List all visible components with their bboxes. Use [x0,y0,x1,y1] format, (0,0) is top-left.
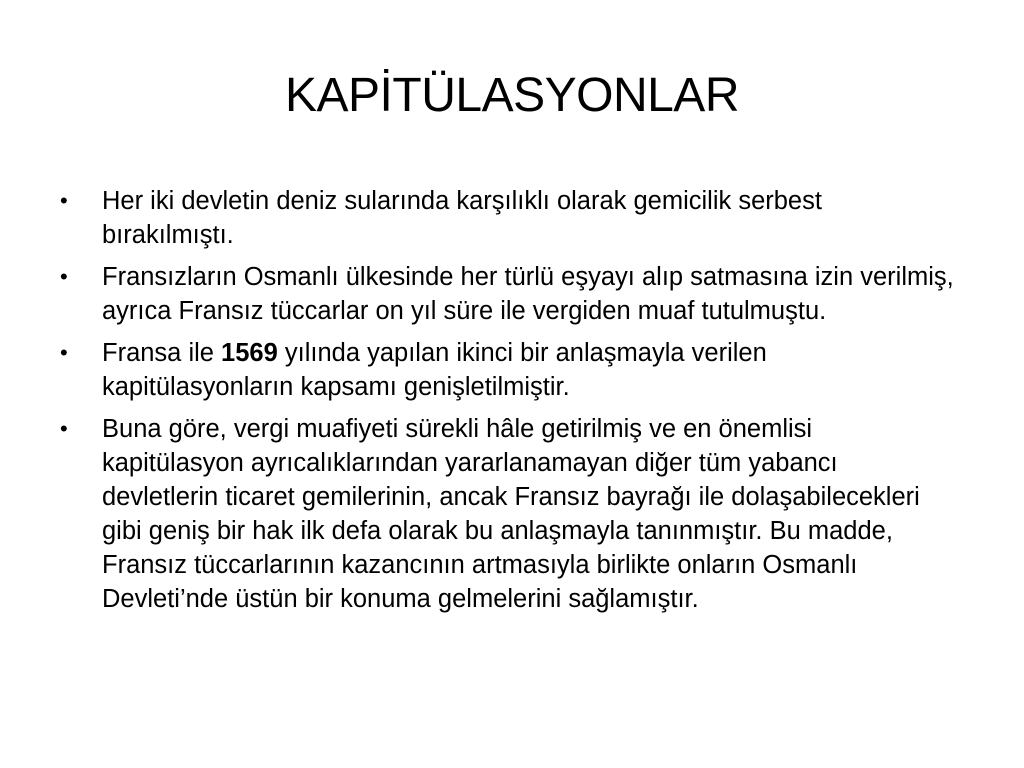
year-highlight: 1569 [221,339,278,367]
bullet-text [102,339,767,401]
bullet-icon: • [60,416,68,441]
bullet-item-1 [58,184,958,252]
bullet-icon: • [60,264,68,289]
bullet-text-before: Fransa ile [102,339,222,367]
bullet-list [58,184,958,624]
bullet-text: Buna göre, vergi muafiyeti sürekli hâle getirilmiş ve en önemlisi kapitülasyon ayrıcalıklarından yararlanamayan diğer tüm yabancı devletlerin ticaret gemilerinin, ancak Fransız bayrağı ile dolaşabilecekleri gibi geniş bir hak ilk defa olarak bu anlaşmayla tanınmıştır. Bu madde, Fransız tüccarlarının kazancının artmasıyla birlikte onların Osmanlı Devleti’nde üstün bir konuma gelmelerini sağlamıştır. [102,415,920,613]
bullet-item-4 [58,412,958,616]
bullet-item-3 [58,336,958,404]
bullet-text-after: yılında yapılan ikinci bir anlaşmayla verilen kapitülasyonların kapsamı genişletilmiştir. [102,339,767,401]
bullet-icon: • [60,340,68,365]
bullet-icon: • [60,188,68,213]
bullet-text: Fransızların Osmanlı ülkesinde her türlü eşyayı alıp satmasına izin verilmiş, ayrıca Fransız tüccarlar on yıl süre ile vergiden muaf tutulmuştu. [102,263,954,325]
bullet-item-2 [58,260,958,328]
bullet-text: Her iki devletin deniz sularında karşılıklı olarak gemicilik serbest bırakılmıştı. [102,187,822,249]
slide-title: KAPİTÜLASYONLAR [285,69,739,122]
